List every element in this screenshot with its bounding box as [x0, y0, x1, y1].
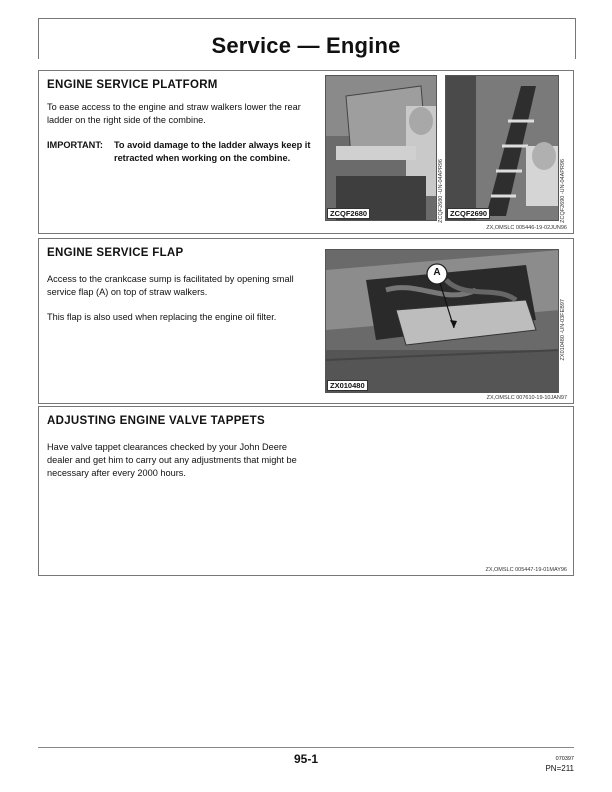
photo-service-flap [325, 249, 559, 393]
section-paragraph: To ease access to the engine and straw walkers lower the rear ladder on the right side of the combine. [47, 102, 301, 125]
section-paragraph: Access to the crankcase sump is facilitated by opening small service flap (A) on top of straw walkers. [47, 274, 294, 297]
photo-label: ZCQF2690 [447, 208, 490, 219]
callout-a: A [433, 267, 441, 278]
section-title: ADJUSTING ENGINE VALVE TAPPETS [47, 415, 265, 427]
footer-pn: PN=211 [545, 764, 574, 773]
photo-ladder-lowered-image [446, 76, 559, 221]
section-paragraph: Have valve tappet clearances checked by your John Deere dealer and get him to carry out any adjustments that might be necessary after every 2000 hours. [47, 442, 297, 478]
section-title: ENGINE SERVICE FLAP [47, 247, 184, 259]
footer-divider [38, 747, 574, 748]
page-number: 95-1 [293, 752, 319, 766]
photo-label: ZX010480 [327, 380, 368, 391]
section-paragraph: This flap is also used when replacing the engine oil filter. [47, 312, 277, 322]
photo-ladder-retracted [325, 75, 437, 221]
section-adjusting-valve-tappets [38, 406, 574, 576]
photo-label: ZCQF2680 [327, 208, 370, 219]
section-title: ENGINE SERVICE PLATFORM [47, 79, 218, 91]
important-label: IMPORTANT: [47, 140, 103, 150]
section-engine-service-flap [38, 238, 574, 404]
reference-code: ZX,OMSLC 007610-19-10JAN97 [486, 395, 567, 401]
section-engine-service-platform [38, 70, 574, 234]
photo-ladder-lowered [445, 75, 559, 221]
photo-side-code: ZX010480 -UN-03FEB97 [560, 299, 566, 361]
footer-date: 070397 [555, 756, 574, 762]
reference-code: ZX,OMSLC 005446-19-02JUN96 [486, 225, 567, 231]
photo-side-code: ZCQF2680 -UN-04APR96 [438, 159, 444, 223]
page-title: Service — Engine [211, 33, 401, 58]
photo-ladder-retracted-image [326, 76, 437, 221]
important-text: To avoid damage to the ladder always keep it retracted when working on the combine. [114, 140, 311, 163]
reference-code: ZX,OMSLC 005447-19-01MAY96 [485, 567, 567, 573]
photo-side-code: ZCQF2690 -UN-04APR96 [560, 159, 566, 223]
